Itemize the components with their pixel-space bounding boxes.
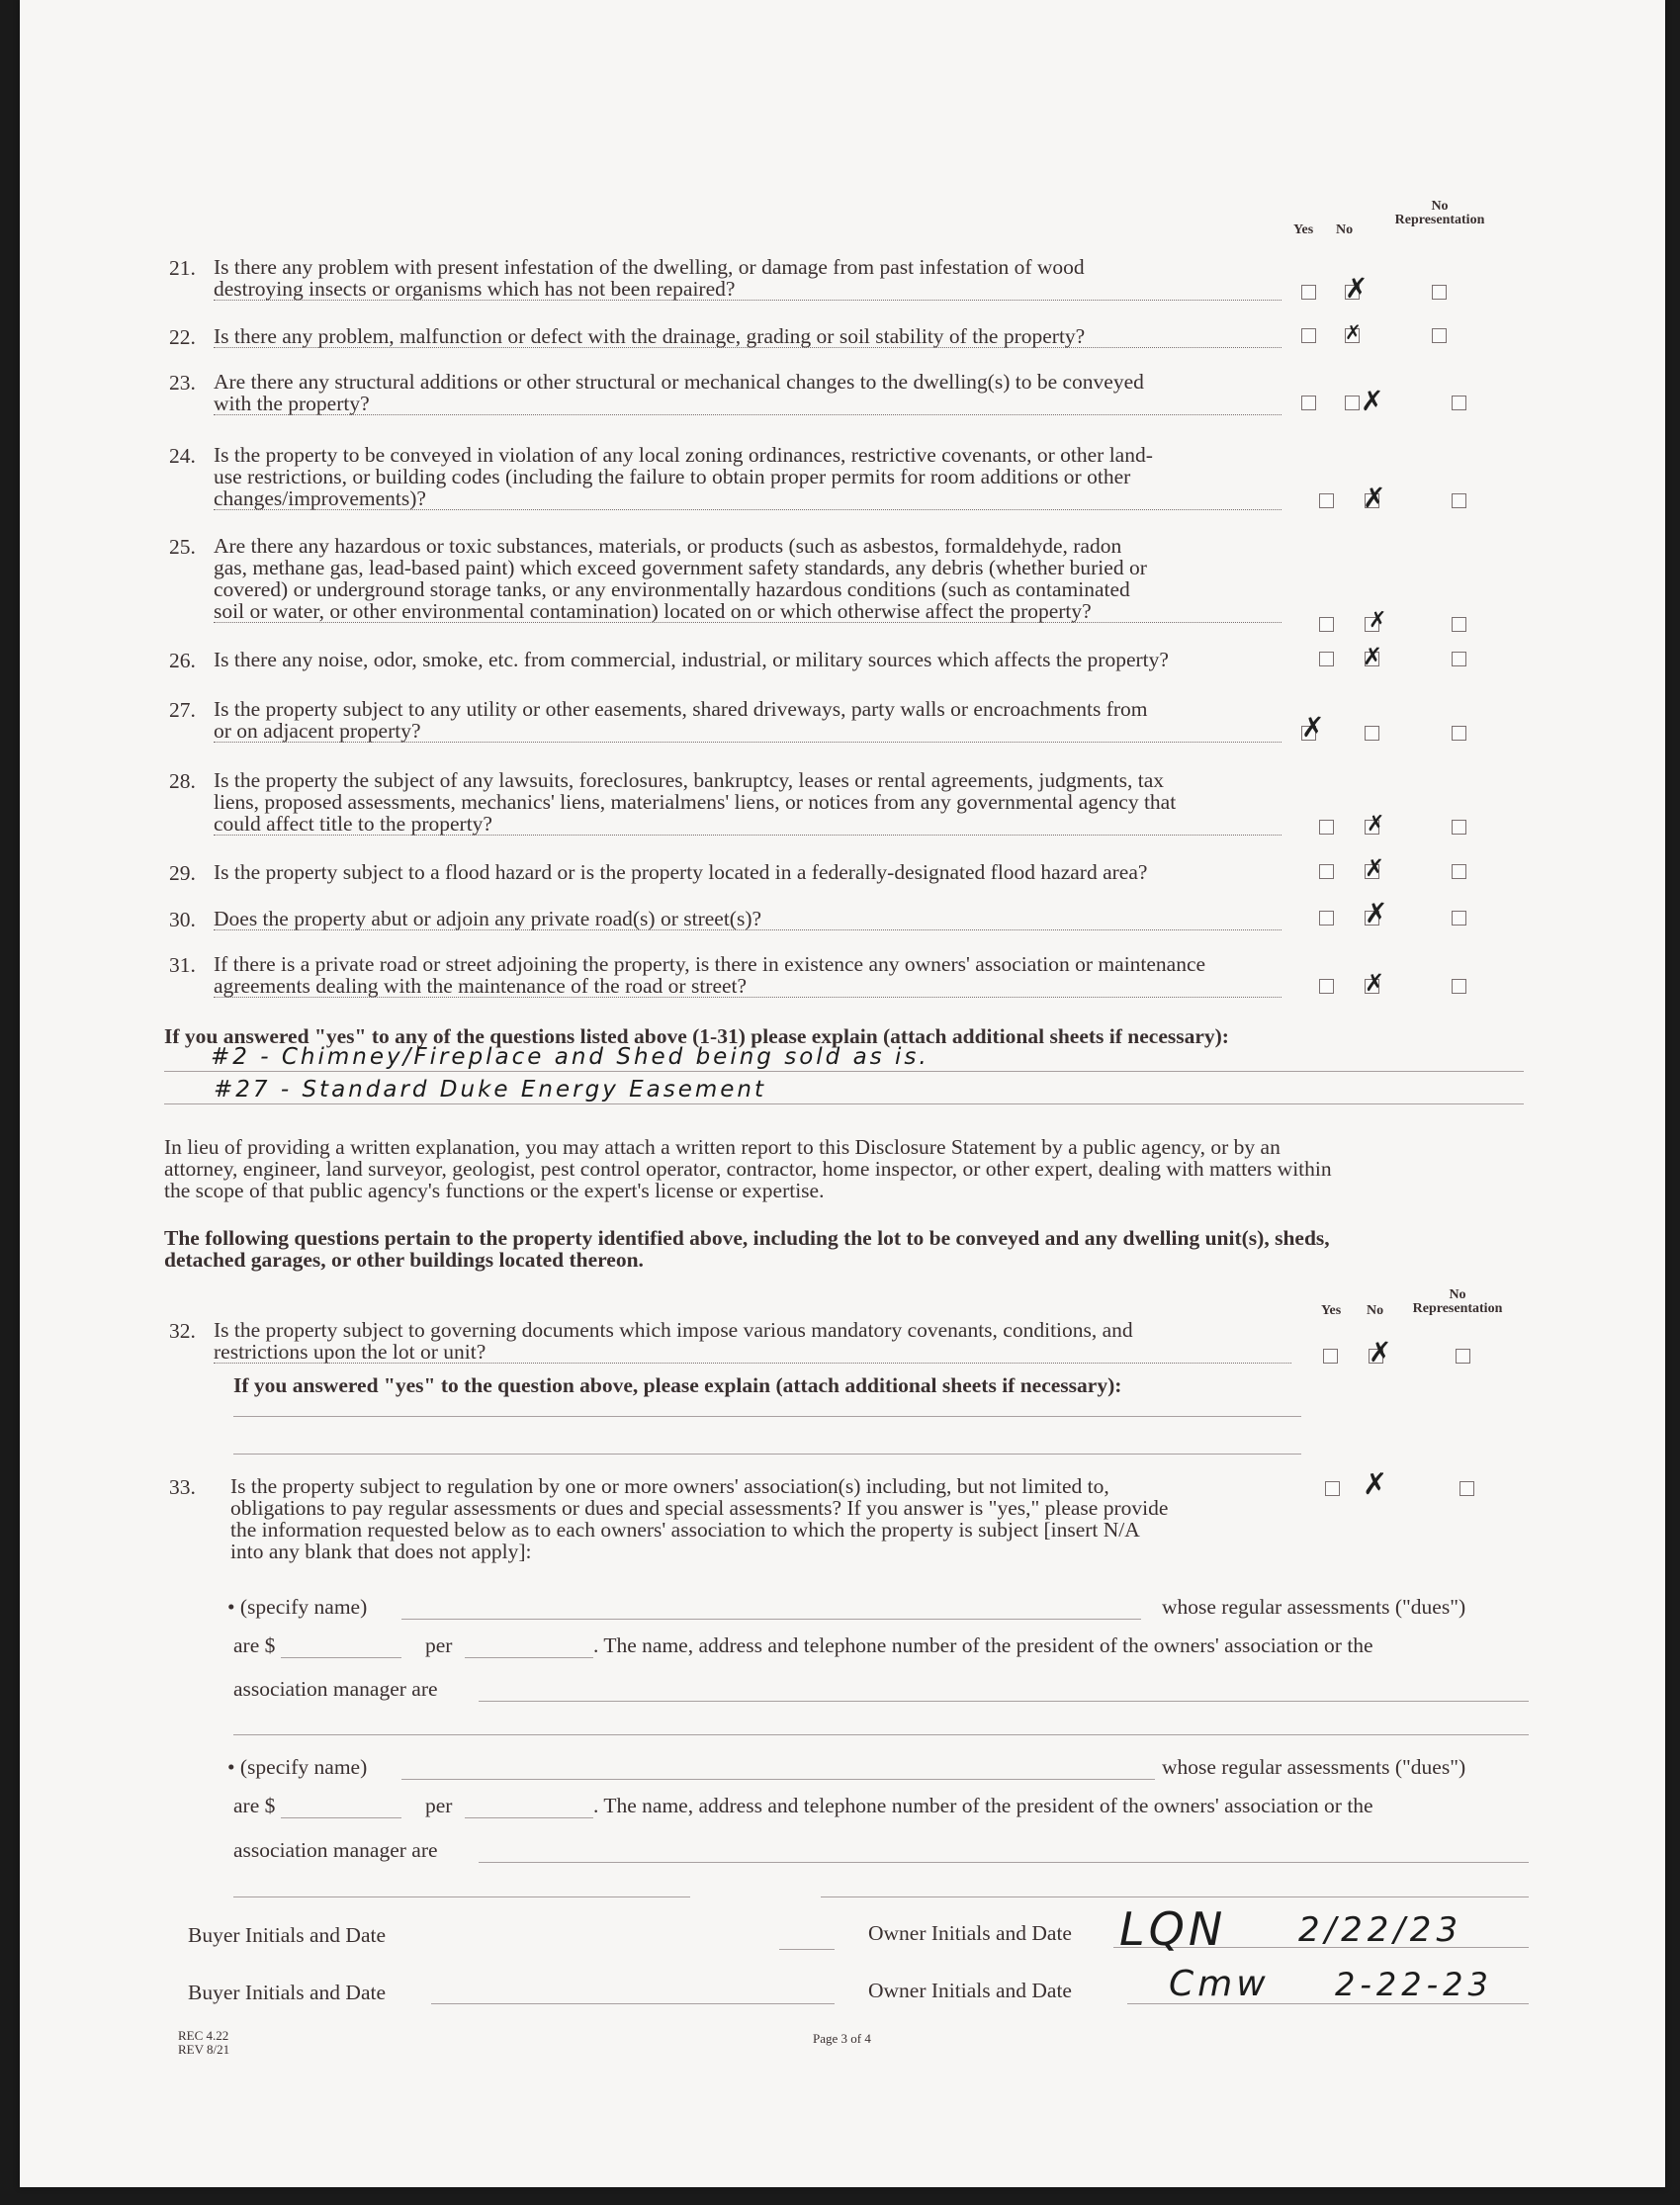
- check-mark: ✗: [1367, 812, 1385, 837]
- per-label: per: [425, 1794, 453, 1817]
- question-text: Is the property to be conveyed in violation of any local zoning ordinances, restrictive covenants, or other land- use restrictions, or building codes (including the failure to obtain proper permits for room additions or other changes/improvements)?: [214, 444, 1301, 510]
- disclosure-page: [20, 0, 1665, 2187]
- question-number: 22.: [169, 325, 196, 349]
- owner-initials-signature-1[interactable]: LQN: [1119, 1902, 1227, 1956]
- lieu-paragraph: In lieu of providing a written explanation, you may attach a written report to this Disclosure Statement by a public agency, or by an attorney, engineer, land surveyor, geologist, pest control operator, contractor, home inspector, or other expert, dealing with matters within the scope of that public agency's functions or the expert's license or expertise.: [164, 1135, 1332, 1202]
- are-dollar-label: are $: [233, 1633, 276, 1657]
- following-paragraph: The following questions pertain to the property identified above, including the lot to be conveyed and any dwelling unit(s), sheds, detached garages, or other buildings located thereon.: [164, 1226, 1330, 1272]
- header-no: No: [1336, 222, 1354, 237]
- no-rep-checkbox[interactable]: [1452, 652, 1466, 666]
- yes-checkbox[interactable]: [1319, 493, 1334, 508]
- dues-amount-field[interactable]: [281, 1657, 401, 1658]
- check-mark: ✗: [1365, 854, 1385, 882]
- no-rep-checkbox[interactable]: [1432, 285, 1447, 300]
- dues-period-field[interactable]: [465, 1657, 593, 1658]
- check-mark: ✗: [1363, 643, 1383, 670]
- form-code: REC 4.22 REV 8/21: [178, 2028, 230, 2057]
- check-mark: ✗: [1369, 608, 1387, 633]
- no-checkbox[interactable]: [1365, 726, 1379, 741]
- header-yes: Yes: [1321, 1303, 1342, 1318]
- manager-label: association manager are: [233, 1838, 438, 1862]
- manager-field-2[interactable]: [233, 1734, 1529, 1735]
- question-number: 33.: [169, 1475, 196, 1499]
- name-address-label: . The name, address and telephone number of the president of the owners' association or the: [593, 1794, 1373, 1817]
- check-mark: ✗: [1345, 272, 1369, 305]
- q32-explain-line-2: [233, 1454, 1301, 1455]
- manager-field-2b[interactable]: [821, 1896, 1529, 1897]
- question-number: 23.: [169, 371, 196, 395]
- buyer-initials-label-1: Buyer Initials and Date: [188, 1923, 387, 1947]
- question-number: 31.: [169, 953, 196, 977]
- question-number: 27.: [169, 698, 196, 722]
- whose-dues-label: whose regular assessments ("dues"): [1162, 1755, 1466, 1779]
- question-number: 21.: [169, 256, 196, 280]
- question-text: If there is a private road or street adjoining the property, is there in existence any owners' association or maintenance agreements dealing with the maintenance of the road or street?: [214, 953, 1301, 998]
- question-text: Are there any hazardous or toxic substances, materials, or products (such as asbestos, formaldehyde, radon gas, methane gas, lead-based paint) which exceed government safety standards, any debris (whether buried or covered) or underground storage tanks, or any environmentally hazardous conditions (such as contaminated soil or water, or other environmental contamination) located on or which otherwise affect the property?: [214, 535, 1301, 623]
- no-rep-checkbox[interactable]: [1452, 979, 1466, 994]
- question-text: Does the property abut or adjoin any private road(s) or street(s)?: [214, 908, 1301, 930]
- dues-period-field[interactable]: [465, 1817, 593, 1818]
- question-text: Is the property subject to a flood hazard or is the property located in a federally-designated flood hazard area?: [214, 860, 1148, 884]
- dues-amount-field[interactable]: [281, 1817, 401, 1818]
- explain-line-2: [164, 1103, 1524, 1104]
- owner-initials-date-1[interactable]: 2/22/23: [1298, 1910, 1463, 1950]
- question-text: Is the property subject to regulation by one or more owners' association(s) including, but not limited to, obligations to pay regular assessments or dues and special assessments? If you answer is "yes," please provide the information requested below as to each owners' association to which the property is subject [insert N/A into any blank that does not apply]:: [230, 1474, 1169, 1563]
- page-number: Page 3 of 4: [813, 2031, 871, 2046]
- check-mark: ✗: [1369, 1336, 1392, 1368]
- yes-checkbox[interactable]: [1319, 617, 1334, 632]
- yes-checkbox[interactable]: [1319, 652, 1334, 666]
- question-text: Is the property subject to any utility or other easements, shared driveways, party walls or encroachments from or on adjacent property?: [214, 698, 1301, 743]
- no-rep-checkbox[interactable]: [1459, 1481, 1474, 1496]
- yes-checkbox[interactable]: [1319, 864, 1334, 879]
- q32-explain-prompt: If you answered "yes" to the question above, please explain (attach additional sheets if necessary):: [233, 1373, 1122, 1397]
- no-rep-checkbox[interactable]: [1452, 820, 1466, 835]
- per-label: per: [425, 1633, 453, 1657]
- check-mark: ✗: [1301, 711, 1325, 744]
- buyer-initials-field-2[interactable]: [431, 2003, 835, 2004]
- yes-checkbox[interactable]: [1325, 1481, 1340, 1496]
- owner-initials-label-2: Owner Initials and Date: [868, 1979, 1072, 2002]
- header-no-rep: No Representation: [1394, 199, 1485, 227]
- specify-name-field[interactable]: [401, 1619, 1141, 1620]
- yes-checkbox[interactable]: [1301, 285, 1316, 300]
- yes-checkbox[interactable]: [1323, 1349, 1338, 1364]
- question-number: 25.: [169, 535, 196, 559]
- explain-line-1: [164, 1071, 1524, 1072]
- check-mark: ✗: [1365, 897, 1388, 929]
- header-no: No: [1367, 1303, 1384, 1318]
- specify-name-label: • (specify name): [227, 1595, 368, 1619]
- question-number: 28.: [169, 769, 196, 793]
- handwritten-explanation-1[interactable]: #2 - Chimney/Fireplace and Shed being sold as is.: [211, 1044, 929, 1070]
- question-text: Is there any problem, malfunction or defect with the drainage, grading or soil stability of the property?: [214, 325, 1301, 348]
- check-mark: ✗: [1363, 1467, 1388, 1502]
- no-rep-checkbox[interactable]: [1452, 617, 1466, 632]
- are-dollar-label: are $: [233, 1794, 276, 1817]
- no-rep-checkbox[interactable]: [1452, 864, 1466, 879]
- yes-checkbox[interactable]: [1301, 328, 1316, 343]
- no-rep-checkbox[interactable]: [1452, 726, 1466, 741]
- buyer-initials-label-2: Buyer Initials and Date: [188, 1981, 387, 2004]
- check-mark: ✗: [1361, 385, 1384, 417]
- no-rep-checkbox[interactable]: [1456, 1349, 1470, 1364]
- owner-initials-label-1: Owner Initials and Date: [868, 1921, 1072, 1945]
- question-text: Is the property subject to governing documents which impose various mandatory covenants, conditions, and restrictions upon the lot or unit?: [214, 1319, 1311, 1364]
- specify-name-field[interactable]: [401, 1779, 1155, 1780]
- buyer-initials-field-1[interactable]: [779, 1949, 835, 1950]
- manager-field[interactable]: [479, 1862, 1529, 1863]
- check-mark: ✗: [1345, 320, 1362, 344]
- check-mark: ✗: [1365, 969, 1385, 997]
- owner-initials-signature-2[interactable]: Cmw: [1169, 1964, 1270, 2004]
- no-rep-checkbox[interactable]: [1452, 911, 1466, 926]
- question-number: 32.: [169, 1319, 196, 1343]
- yes-checkbox[interactable]: [1319, 911, 1334, 926]
- header-yes: Yes: [1293, 222, 1314, 237]
- check-mark: ✗: [1363, 482, 1386, 514]
- handwritten-explanation-2[interactable]: #27 - Standard Duke Energy Easement: [214, 1077, 767, 1102]
- whose-dues-label: whose regular assessments ("dues"): [1162, 1595, 1466, 1619]
- manager-field[interactable]: [479, 1701, 1529, 1702]
- owner-initials-date-2[interactable]: 2-22-23: [1335, 1966, 1493, 2003]
- question-number: 26.: [169, 649, 196, 672]
- question-text: Is there any noise, odor, smoke, etc. from commercial, industrial, or military sources which affects the property?: [214, 648, 1169, 671]
- question-text: Are there any structural additions or other structural or mechanical changes to the dwelling(s) to be conveyed with the property?: [214, 371, 1301, 415]
- question-number: 29.: [169, 861, 196, 885]
- no-rep-checkbox[interactable]: [1452, 396, 1466, 410]
- yes-checkbox[interactable]: [1319, 979, 1334, 994]
- manager-field-2a[interactable]: [233, 1896, 690, 1897]
- question-number: 30.: [169, 908, 196, 931]
- explain-prompt: If you answered "yes" to any of the questions listed above (1-31) please explain (attach additional sheets if necessary):: [164, 1024, 1229, 1048]
- yes-checkbox[interactable]: [1301, 396, 1316, 410]
- no-rep-checkbox[interactable]: [1452, 493, 1466, 508]
- manager-label: association manager are: [233, 1677, 438, 1701]
- no-rep-checkbox[interactable]: [1432, 328, 1447, 343]
- question-number: 24.: [169, 444, 196, 468]
- specify-name-label: • (specify name): [227, 1755, 368, 1779]
- header-no-rep: No Representation: [1412, 1287, 1503, 1316]
- q32-explain-line-1: [233, 1416, 1301, 1417]
- question-text: Is the property the subject of any lawsuits, foreclosures, bankruptcy, leases or rental agreements, judgments, tax liens, proposed assessments, mechanics' liens, materialmens' liens, or notices from any governmental agency that could affect title to the property?: [214, 769, 1301, 836]
- no-checkbox[interactable]: [1345, 396, 1360, 410]
- name-address-label: . The name, address and telephone number of the president of the owners' association or the: [593, 1633, 1373, 1657]
- question-text: Is there any problem with present infestation of the dwelling, or damage from past infestation of wood destroying insects or organisms which has not been repaired?: [214, 256, 1301, 301]
- yes-checkbox[interactable]: [1319, 820, 1334, 835]
